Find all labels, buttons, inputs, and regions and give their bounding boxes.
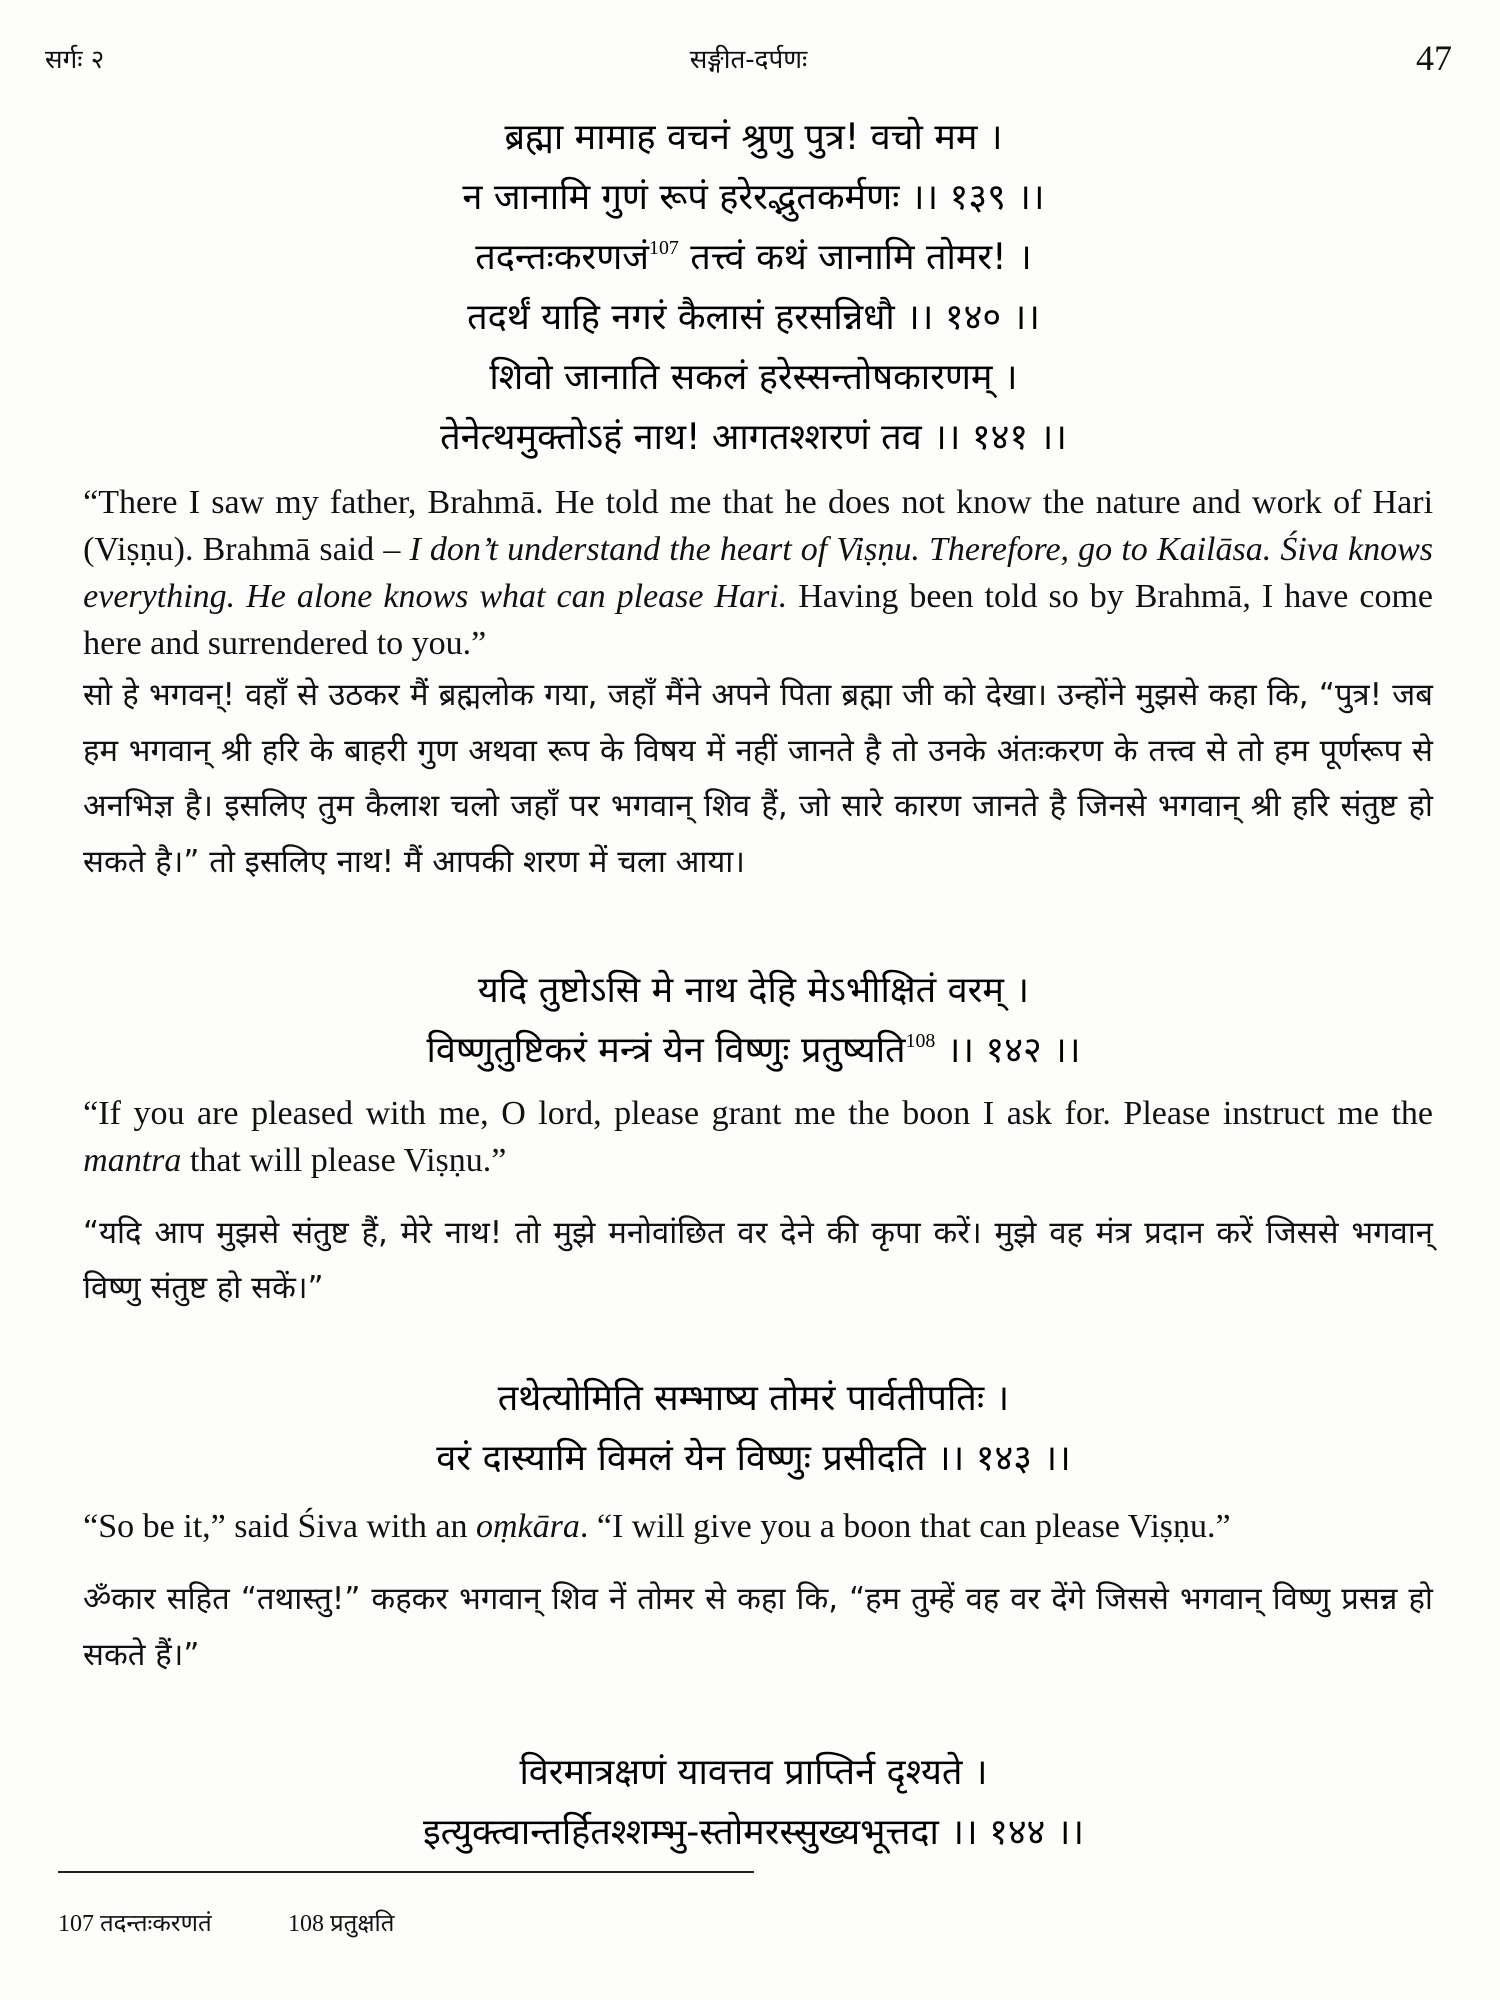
verse-line-text: विष्णुतुष्टिकरं मन्त्रं येन विष्णुः प्रतुष्यति (426, 1029, 906, 1071)
verse-line-text: तदन्तःकरणजं (475, 237, 650, 279)
verse-line: वरं दास्यामि विमलं येन विष्णुः प्रसीदति ।। १४३ ।। (436, 1437, 1071, 1479)
sanskrit-verse (58, 1369, 1449, 1489)
verse-line: न जानामि गुणं रूपं हरेरद्भुतकर्मणः ।। १३९ ।। (462, 177, 1045, 219)
footnote (58, 1903, 212, 1944)
verse-line: शिवो जानाति सकलं हरेस्सन्तोषकारणम् । (489, 357, 1018, 399)
running-header (45, 36, 1452, 80)
emphasized-text: I don’t understand the heart of Viṣṇu. Therefore, go to Kailāsa. Śiva knows everything. He alone knows what can please Hari. (83, 531, 1434, 616)
translation-text: Having been told so by Brahmā, I have come here and surrendered to you.” (83, 578, 1434, 663)
footnote-number: 108 (288, 1911, 324, 1937)
hindi-translation: ॐकार सहित “तथास्तु!” कहकर भगवान् शिव नें तोमर से कहा कि, “हम तुम्हें वह वर देंगे जिससे भगवान् विष्णु प्रसन्न हो सकते हैं।” (83, 1580, 1433, 1673)
footnote-text: तदन्तःकरणतं (100, 1909, 212, 1937)
footnote (288, 1903, 394, 1944)
footnote-rule (58, 1871, 754, 1873)
hindi-translation: सो हे भगवन्! वहाँ से उठकर मैं ब्रह्मलोक गया, जहाँ मैंने अपने पिता ब्रह्मा जी को देखा। उन्होंने मुझसे कहा कि, “पुत्र! जब हम भगवान् श्री हरि के बाहरी गुण अथवा रूप के विषय में नहीं जानते है तो उनके अंतःकरण के तत्त्व से तो हम पूर्णरूप से अनभिज्ञ है। इसलिए तुम कैलाश चलो जहाँ पर भगवान् शिव हैं, जो सारे कारण जानते है जिनसे भगवान् श्री हरि संतुष्ट हो सकते है।” तो इसलिए नाथ! मैं आपकी शरण में चला आया। (83, 676, 1433, 881)
verse-line: तदर्थं याहि नगरं कैलासं हरसन्निधौ ।। १४० ।। (467, 297, 1040, 339)
book-title: सङ्गीत-दर्पणः (689, 45, 808, 75)
verse-line: इत्युक्त्वान्तर्हितश्शम्भु-स्तोमरस्सुख्यभूत्तदा ।। १४४ ।। (422, 1812, 1085, 1854)
hindi-translation: “यदि आप मुझसे संतुष्ट हैं, मेरे नाथ! तो मुझे मनोवांछित वर देने की कृपा करें। मुझे वह मंत्र प्रदान करें जिससे भगवान् विष्णु संतुष्ट हो सकें।” (83, 1214, 1433, 1307)
english-translation (83, 1504, 1433, 1551)
footnote-marker: 108 (905, 1029, 936, 1052)
translation-text: “So be it,” said Śiva with an (83, 1507, 476, 1545)
english-translation (83, 1091, 1433, 1185)
sanskrit-verse (58, 108, 1449, 468)
verse-line: विरमात्रक्षणं यावत्तव प्राप्तिर्न दृश्यते । (519, 1752, 988, 1794)
translation-text: that will please Viṣṇu.” (181, 1141, 507, 1179)
emphasized-text: oṃkāra (475, 1507, 580, 1545)
verse-line (58, 228, 1449, 288)
verse-line (58, 1021, 1449, 1081)
verse-line-text: तत्त्वं कथं जानामि तोमर! । (678, 237, 1032, 279)
sanskrit-verse (58, 961, 1449, 1081)
verse-line-text: ।। १४२ ।। (935, 1029, 1081, 1071)
verse-line: तथेत्योमिति सम्भाष्य तोमरं पार्वतीपतिः । (497, 1377, 1010, 1419)
english-translation (83, 480, 1433, 668)
page-number: 47 (1416, 38, 1452, 78)
footnote-marker: 107 (649, 237, 679, 260)
verse-line: ब्रह्मा मामाह वचनं श्रुणु पुत्र! वचो मम । (504, 117, 1003, 158)
footnote-text: प्रतुक्षति (330, 1909, 395, 1937)
translation-text: “If you are pleased with me, O lord, please grant me the boon I ask for. Please instruct me the (83, 1094, 1434, 1132)
translation-text: . “I will give you a boon that can please Viṣṇu.” (579, 1507, 1231, 1545)
main-text (58, 108, 1449, 1870)
verse-line: यदि तुष्टोऽसि मे नाथ देहि मेऽभीक्षितं वरम् । (477, 969, 1030, 1011)
sanskrit-verse (58, 1743, 1449, 1863)
translation-text: “There I saw my father, Brahmā. He told me that he does not know the nature and work of Hari (Viṣṇu). Brahmā said – (83, 484, 1434, 569)
chapter-label: सर्गः २ (45, 45, 105, 75)
verse-line: तेनेत्थमुक्तोऽहं नाथ! आगतश्शरणं तव ।। १४१ ।। (440, 417, 1067, 459)
emphasized-text: mantra (83, 1141, 182, 1179)
footnotes (58, 1903, 1449, 1943)
footnote-number: 107 (58, 1911, 94, 1937)
